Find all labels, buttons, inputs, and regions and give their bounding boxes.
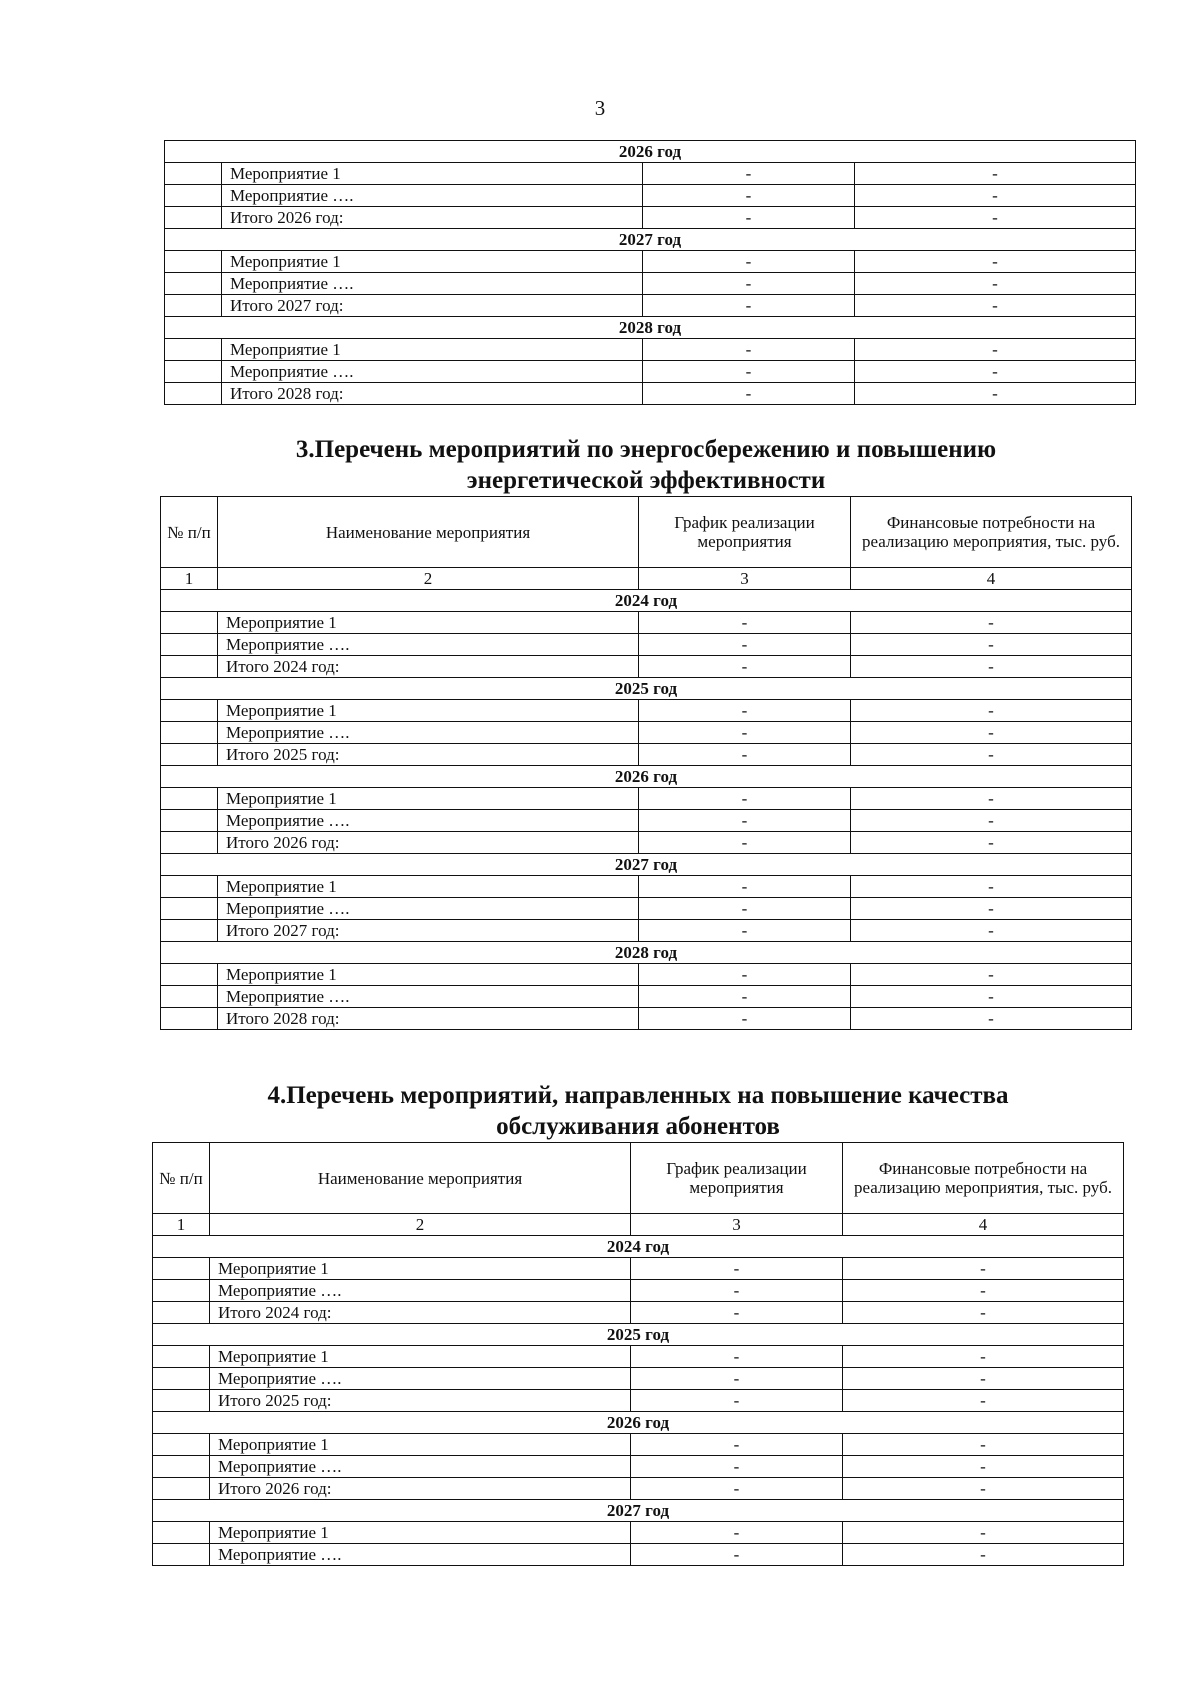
page-number: 3 xyxy=(594,96,606,120)
schedule-cell: - xyxy=(639,964,851,986)
row-number-cell xyxy=(161,876,218,898)
col-number: 1 xyxy=(161,568,218,590)
activity-name-cell: Мероприятие 1 xyxy=(218,788,639,810)
year-label: 2025 год xyxy=(153,1324,1124,1346)
year-group-row xyxy=(161,678,1132,700)
col-header-num: № п/п xyxy=(161,497,218,568)
table-row xyxy=(165,295,1136,317)
year-label: 2028 год xyxy=(161,942,1132,964)
row-number-cell xyxy=(165,273,222,295)
finance-cell: - xyxy=(843,1522,1124,1544)
year-label: 2026 год xyxy=(161,766,1132,788)
table-row xyxy=(165,383,1136,405)
plan-table-body xyxy=(165,141,1136,405)
finance-cell: - xyxy=(855,185,1136,207)
row-number-cell xyxy=(161,722,218,744)
table-row xyxy=(161,876,1132,898)
finance-cell: - xyxy=(843,1346,1124,1368)
schedule-cell: - xyxy=(639,1008,851,1030)
finance-cell: - xyxy=(851,964,1132,986)
activity-name-cell: Мероприятие …. xyxy=(210,1456,631,1478)
table-row xyxy=(153,1390,1124,1412)
year-label: 2026 год xyxy=(165,141,1136,163)
year-label: 2024 год xyxy=(153,1236,1124,1258)
finance-cell: - xyxy=(851,810,1132,832)
schedule-cell: - xyxy=(643,273,855,295)
year-label: 2027 год xyxy=(165,229,1136,251)
finance-cell: - xyxy=(851,832,1132,854)
activity-name-cell: Мероприятие 1 xyxy=(218,700,639,722)
finance-cell: - xyxy=(851,656,1132,678)
schedule-cell: - xyxy=(639,700,851,722)
schedule-cell: - xyxy=(639,612,851,634)
finance-cell: - xyxy=(843,1544,1124,1566)
table-row xyxy=(161,656,1132,678)
col-header-name: Наименование мероприятия xyxy=(218,497,639,568)
table-row xyxy=(161,832,1132,854)
row-number-cell xyxy=(153,1368,210,1390)
finance-cell: - xyxy=(851,788,1132,810)
finance-cell: - xyxy=(855,295,1136,317)
row-number-cell xyxy=(161,810,218,832)
year-label: 2027 год xyxy=(161,854,1132,876)
activity-name-cell: Мероприятие …. xyxy=(218,898,639,920)
row-number-cell xyxy=(153,1434,210,1456)
year-group-row xyxy=(161,854,1132,876)
column-number-row xyxy=(161,568,1132,590)
section3-table xyxy=(160,496,1132,1030)
schedule-cell: - xyxy=(631,1456,843,1478)
col-number: 3 xyxy=(639,568,851,590)
table-row xyxy=(161,986,1132,1008)
table-row xyxy=(165,361,1136,383)
schedule-cell: - xyxy=(631,1302,843,1324)
schedule-cell: - xyxy=(631,1280,843,1302)
row-number-cell xyxy=(161,832,218,854)
plan-table xyxy=(164,140,1136,405)
col-number: 4 xyxy=(843,1214,1124,1236)
table-row xyxy=(161,634,1132,656)
row-number-cell xyxy=(161,788,218,810)
year-group-row xyxy=(153,1324,1124,1346)
activity-name-cell: Итого 2026 год: xyxy=(222,207,643,229)
year-group-row xyxy=(153,1500,1124,1522)
row-number-cell xyxy=(153,1302,210,1324)
table-row xyxy=(161,964,1132,986)
col-number: 2 xyxy=(210,1214,631,1236)
schedule-cell: - xyxy=(639,986,851,1008)
finance-cell: - xyxy=(851,700,1132,722)
finance-cell: - xyxy=(851,876,1132,898)
year-label: 2026 год xyxy=(153,1412,1124,1434)
year-label: 2025 год xyxy=(161,678,1132,700)
table-header-row xyxy=(161,497,1132,568)
activity-name-cell: Мероприятие 1 xyxy=(210,1434,631,1456)
row-number-cell xyxy=(153,1522,210,1544)
table-header-row xyxy=(153,1143,1124,1214)
activity-name-cell: Мероприятие 1 xyxy=(222,339,643,361)
year-group-row xyxy=(161,590,1132,612)
column-number-row xyxy=(153,1214,1124,1236)
table-row xyxy=(161,700,1132,722)
finance-cell: - xyxy=(843,1434,1124,1456)
col-header-schedule: График реализации мероприятия xyxy=(631,1143,843,1214)
row-number-cell xyxy=(165,207,222,229)
table-row xyxy=(153,1478,1124,1500)
table-row xyxy=(165,273,1136,295)
finance-cell: - xyxy=(843,1258,1124,1280)
col-number: 4 xyxy=(851,568,1132,590)
finance-cell: - xyxy=(855,339,1136,361)
schedule-cell: - xyxy=(639,898,851,920)
schedule-cell: - xyxy=(639,920,851,942)
activity-name-cell: Мероприятие 1 xyxy=(218,964,639,986)
activity-name-cell: Мероприятие 1 xyxy=(218,612,639,634)
schedule-cell: - xyxy=(639,832,851,854)
table-row xyxy=(165,339,1136,361)
finance-cell: - xyxy=(843,1280,1124,1302)
activity-name-cell: Итого 2027 год: xyxy=(222,295,643,317)
table-continuation xyxy=(164,140,1136,405)
year-group-row xyxy=(161,766,1132,788)
row-number-cell xyxy=(161,656,218,678)
activity-name-cell: Мероприятие 1 xyxy=(222,251,643,273)
table-row xyxy=(165,207,1136,229)
activity-name-cell: Итого 2025 год: xyxy=(218,744,639,766)
activity-name-cell: Итого 2025 год: xyxy=(210,1390,631,1412)
activity-name-cell: Мероприятие …. xyxy=(222,273,643,295)
finance-cell: - xyxy=(851,920,1132,942)
table-row xyxy=(161,1008,1132,1030)
year-group-row xyxy=(153,1412,1124,1434)
table-row xyxy=(161,722,1132,744)
activity-name-cell: Мероприятие …. xyxy=(210,1544,631,1566)
finance-cell: - xyxy=(855,207,1136,229)
row-number-cell xyxy=(153,1346,210,1368)
activity-name-cell: Мероприятие …. xyxy=(218,634,639,656)
activity-name-cell: Мероприятие 1 xyxy=(218,876,639,898)
schedule-cell: - xyxy=(631,1346,843,1368)
col-number: 3 xyxy=(631,1214,843,1236)
schedule-cell: - xyxy=(643,251,855,273)
table-row xyxy=(161,612,1132,634)
activity-name-cell: Мероприятие …. xyxy=(222,185,643,207)
activity-name-cell: Мероприятие 1 xyxy=(222,163,643,185)
finance-cell: - xyxy=(855,251,1136,273)
activity-name-cell: Итого 2024 год: xyxy=(210,1302,631,1324)
finance-cell: - xyxy=(843,1390,1124,1412)
row-number-cell xyxy=(161,986,218,1008)
activity-name-cell: Мероприятие …. xyxy=(218,722,639,744)
schedule-cell: - xyxy=(643,163,855,185)
finance-cell: - xyxy=(843,1478,1124,1500)
row-number-cell xyxy=(161,964,218,986)
schedule-cell: - xyxy=(639,634,851,656)
col-header-schedule: График реализации мероприятия xyxy=(639,497,851,568)
activity-name-cell: Мероприятие 1 xyxy=(210,1258,631,1280)
section4-title xyxy=(152,1080,1124,1142)
activity-name-cell: Мероприятие 1 xyxy=(210,1522,631,1544)
table-row xyxy=(161,744,1132,766)
table-row xyxy=(153,1302,1124,1324)
row-number-cell xyxy=(153,1478,210,1500)
finance-cell: - xyxy=(851,1008,1132,1030)
activity-name-cell: Мероприятие …. xyxy=(210,1280,631,1302)
finance-cell: - xyxy=(855,273,1136,295)
finance-cell: - xyxy=(855,163,1136,185)
activity-name-cell: Мероприятие …. xyxy=(218,810,639,832)
year-group-row xyxy=(165,229,1136,251)
year-group-row xyxy=(165,317,1136,339)
schedule-cell: - xyxy=(639,744,851,766)
row-number-cell xyxy=(165,251,222,273)
col-number: 2 xyxy=(218,568,639,590)
section4-table-wrap xyxy=(152,1142,1124,1566)
table-row xyxy=(161,898,1132,920)
year-group-row xyxy=(161,942,1132,964)
section3-title xyxy=(160,434,1132,496)
activity-name-cell: Итого 2028 год: xyxy=(222,383,643,405)
section3-title-line2: энергетической эффективности xyxy=(466,467,826,494)
row-number-cell xyxy=(165,163,222,185)
row-number-cell xyxy=(153,1258,210,1280)
finance-cell: - xyxy=(851,612,1132,634)
row-number-cell xyxy=(165,361,222,383)
table-row xyxy=(165,163,1136,185)
col-header-name: Наименование мероприятия xyxy=(210,1143,631,1214)
row-number-cell xyxy=(153,1390,210,1412)
row-number-cell xyxy=(153,1456,210,1478)
year-label: 2028 год xyxy=(165,317,1136,339)
year-label: 2027 год xyxy=(153,1500,1124,1522)
table-row xyxy=(161,788,1132,810)
activity-name-cell: Итого 2028 год: xyxy=(218,1008,639,1030)
finance-cell: - xyxy=(851,898,1132,920)
section3-table-wrap xyxy=(160,496,1132,1030)
row-number-cell xyxy=(153,1280,210,1302)
finance-cell: - xyxy=(843,1302,1124,1324)
schedule-cell: - xyxy=(643,383,855,405)
section4-title-line1: 4.Перечень мероприятий, направленных на повышение качества xyxy=(267,1082,1009,1109)
activity-name-cell: Итого 2026 год: xyxy=(210,1478,631,1500)
year-group-row xyxy=(165,141,1136,163)
schedule-cell: - xyxy=(643,339,855,361)
row-number-cell xyxy=(161,744,218,766)
schedule-cell: - xyxy=(631,1544,843,1566)
schedule-cell: - xyxy=(639,788,851,810)
row-number-cell xyxy=(161,634,218,656)
table-row xyxy=(153,1346,1124,1368)
row-number-cell xyxy=(161,920,218,942)
finance-cell: - xyxy=(855,361,1136,383)
row-number-cell xyxy=(165,185,222,207)
row-number-cell xyxy=(165,295,222,317)
row-number-cell xyxy=(161,898,218,920)
year-label: 2024 год xyxy=(161,590,1132,612)
schedule-cell: - xyxy=(631,1390,843,1412)
activity-name-cell: Итого 2027 год: xyxy=(218,920,639,942)
finance-cell: - xyxy=(843,1456,1124,1478)
finance-cell: - xyxy=(851,986,1132,1008)
table-row xyxy=(165,251,1136,273)
table-row xyxy=(153,1368,1124,1390)
row-number-cell xyxy=(165,339,222,361)
schedule-cell: - xyxy=(643,361,855,383)
row-number-cell xyxy=(153,1544,210,1566)
schedule-cell: - xyxy=(639,810,851,832)
row-number-cell xyxy=(161,612,218,634)
row-number-cell xyxy=(161,700,218,722)
table-row xyxy=(153,1522,1124,1544)
table-row xyxy=(153,1258,1124,1280)
table-row xyxy=(153,1544,1124,1566)
table-row xyxy=(153,1280,1124,1302)
schedule-cell: - xyxy=(631,1368,843,1390)
table-row xyxy=(161,920,1132,942)
section4-title-line2: обслуживания абонентов xyxy=(496,1113,780,1140)
row-number-cell xyxy=(161,1008,218,1030)
finance-cell: - xyxy=(843,1368,1124,1390)
schedule-cell: - xyxy=(631,1258,843,1280)
activity-name-cell: Итого 2026 год: xyxy=(218,832,639,854)
col-header-finance: Финансовые потребности на реализацию мероприятия, тыс. руб. xyxy=(843,1143,1124,1214)
finance-cell: - xyxy=(855,383,1136,405)
schedule-cell: - xyxy=(639,876,851,898)
year-group-row xyxy=(153,1236,1124,1258)
col-header-finance: Финансовые потребности на реализацию мероприятия, тыс. руб. xyxy=(851,497,1132,568)
table-row xyxy=(161,810,1132,832)
schedule-cell: - xyxy=(643,295,855,317)
schedule-cell: - xyxy=(643,207,855,229)
row-number-cell xyxy=(165,383,222,405)
schedule-cell: - xyxy=(631,1478,843,1500)
table-row xyxy=(153,1434,1124,1456)
finance-cell: - xyxy=(851,722,1132,744)
table-row xyxy=(153,1456,1124,1478)
section3-table-body xyxy=(161,590,1132,1030)
activity-name-cell: Итого 2024 год: xyxy=(218,656,639,678)
col-number: 1 xyxy=(153,1214,210,1236)
schedule-cell: - xyxy=(631,1434,843,1456)
finance-cell: - xyxy=(851,744,1132,766)
schedule-cell: - xyxy=(631,1522,843,1544)
schedule-cell: - xyxy=(639,722,851,744)
activity-name-cell: Мероприятие …. xyxy=(218,986,639,1008)
section4-table xyxy=(152,1142,1124,1566)
section3-title-line1: 3.Перечень мероприятий по энергосбережению и повышению xyxy=(295,436,997,463)
col-header-num: № п/п xyxy=(153,1143,210,1214)
schedule-cell: - xyxy=(639,656,851,678)
section4-table-body xyxy=(153,1236,1124,1566)
table-row xyxy=(165,185,1136,207)
activity-name-cell: Мероприятие 1 xyxy=(210,1346,631,1368)
activity-name-cell: Мероприятие …. xyxy=(210,1368,631,1390)
activity-name-cell: Мероприятие …. xyxy=(222,361,643,383)
finance-cell: - xyxy=(851,634,1132,656)
schedule-cell: - xyxy=(643,185,855,207)
